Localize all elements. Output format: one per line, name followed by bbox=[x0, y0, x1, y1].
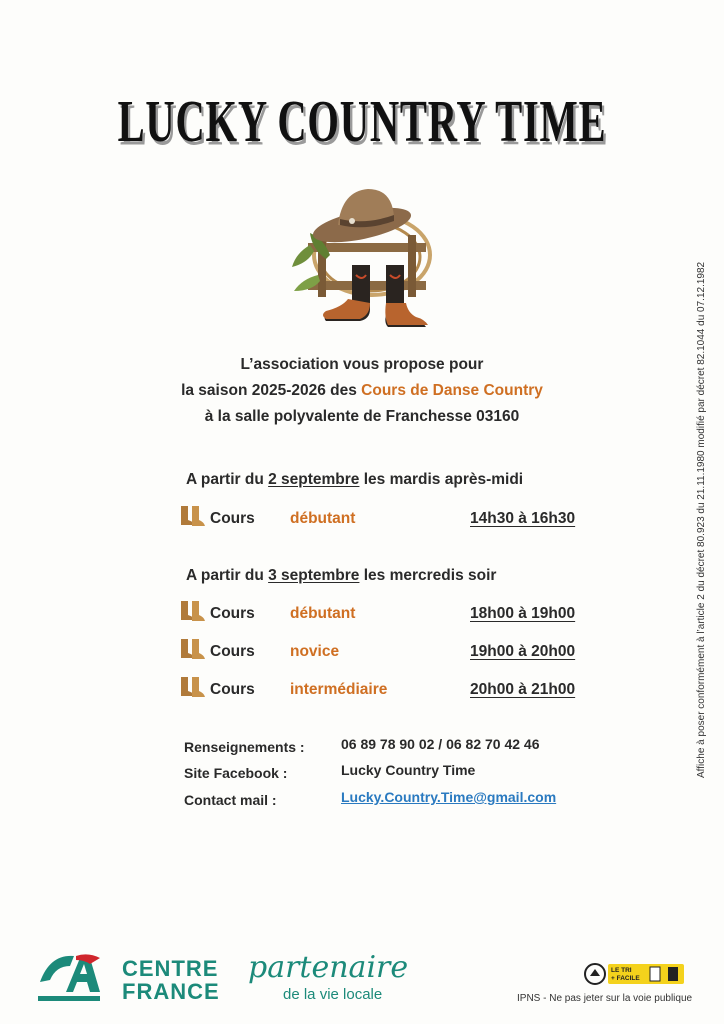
wednesday-prefix: A partir du bbox=[186, 567, 269, 584]
facebook-label: Site Facebook : bbox=[184, 765, 288, 781]
phone-label: Renseignements : bbox=[184, 739, 305, 755]
phone-value: 06 89 78 90 02 / 06 82 70 42 46 bbox=[341, 736, 540, 752]
course-level: débutant bbox=[290, 510, 356, 527]
course-row bbox=[178, 681, 588, 709]
cowboy-boot-icon bbox=[178, 637, 206, 661]
course-label: Cours bbox=[210, 510, 255, 527]
intro-line-2 bbox=[0, 378, 724, 404]
contact-mail-row bbox=[184, 789, 557, 808]
poster-title: LUCKY COUNTRY TIME bbox=[117, 89, 607, 155]
intro-line-2-prefix: la saison 2025-2026 des bbox=[181, 382, 362, 399]
tuesday-date: 2 septembre bbox=[268, 471, 360, 488]
cowboy-hat-boots-illustration bbox=[290, 185, 450, 335]
course-time: 14h30 à 16h30 bbox=[470, 510, 576, 527]
brand-line-2: FRANCE bbox=[122, 979, 220, 1004]
course-level: débutant bbox=[290, 605, 356, 622]
brand-line-1: CENTRE bbox=[122, 956, 219, 981]
course-time: 20h00 à 21h00 bbox=[470, 681, 576, 698]
course-label: Cours bbox=[210, 605, 255, 622]
partner-script: partenaire bbox=[248, 950, 409, 985]
course-time: 18h00 à 19h00 bbox=[470, 605, 576, 622]
tri-label-2: + FACILE bbox=[611, 975, 640, 982]
cowboy-boot-icon bbox=[178, 675, 206, 699]
course-time: 19h00 à 20h00 bbox=[470, 643, 576, 660]
course-label: Cours bbox=[210, 643, 255, 660]
recycling-icon bbox=[584, 962, 688, 986]
intro-line-1: L’association vous propose pour bbox=[240, 356, 484, 373]
legal-side-text: Affiche à poser conformément à l’article 2 du décret 80.923 du 21.11.1980 modifié par décret 82.1044 du 07.12.1982 bbox=[696, 261, 707, 778]
course-row bbox=[178, 510, 588, 538]
wednesday-heading bbox=[186, 567, 496, 585]
wednesday-suffix: les mercredis soir bbox=[359, 567, 497, 584]
cowboy-boot-icon bbox=[178, 504, 206, 528]
tri-label-1: LE TRI bbox=[611, 967, 632, 974]
course-row bbox=[178, 643, 588, 671]
credit-agricole-logo bbox=[36, 952, 106, 1004]
centre-france-brand bbox=[122, 957, 220, 1003]
mail-label: Contact mail : bbox=[184, 792, 277, 808]
course-label: Cours bbox=[210, 681, 255, 698]
cowboy-boot-icon bbox=[178, 599, 206, 623]
contact-phone-row bbox=[184, 736, 540, 755]
facebook-value: Lucky Country Time bbox=[341, 762, 476, 778]
partner-subtitle: de la vie locale bbox=[283, 986, 383, 1003]
wednesday-date: 3 septembre bbox=[268, 567, 360, 584]
intro-line-3: à la salle polyvalente de Franchesse 03160 bbox=[204, 408, 520, 425]
tuesday-suffix: les mardis après-midi bbox=[359, 471, 524, 488]
intro-block bbox=[0, 352, 724, 430]
mail-link[interactable]: Lucky.Country.Time@gmail.com bbox=[341, 789, 557, 805]
course-row bbox=[178, 605, 588, 633]
tuesday-prefix: A partir du bbox=[186, 471, 269, 488]
ipns-notice: IPNS - Ne pas jeter sur la voie publique bbox=[517, 993, 693, 1004]
contact-facebook-row bbox=[184, 762, 476, 781]
tuesday-heading bbox=[186, 471, 523, 489]
course-level: intermédiaire bbox=[290, 681, 388, 698]
intro-highlight: Cours de Danse Country bbox=[361, 382, 543, 399]
course-level: novice bbox=[290, 643, 340, 660]
